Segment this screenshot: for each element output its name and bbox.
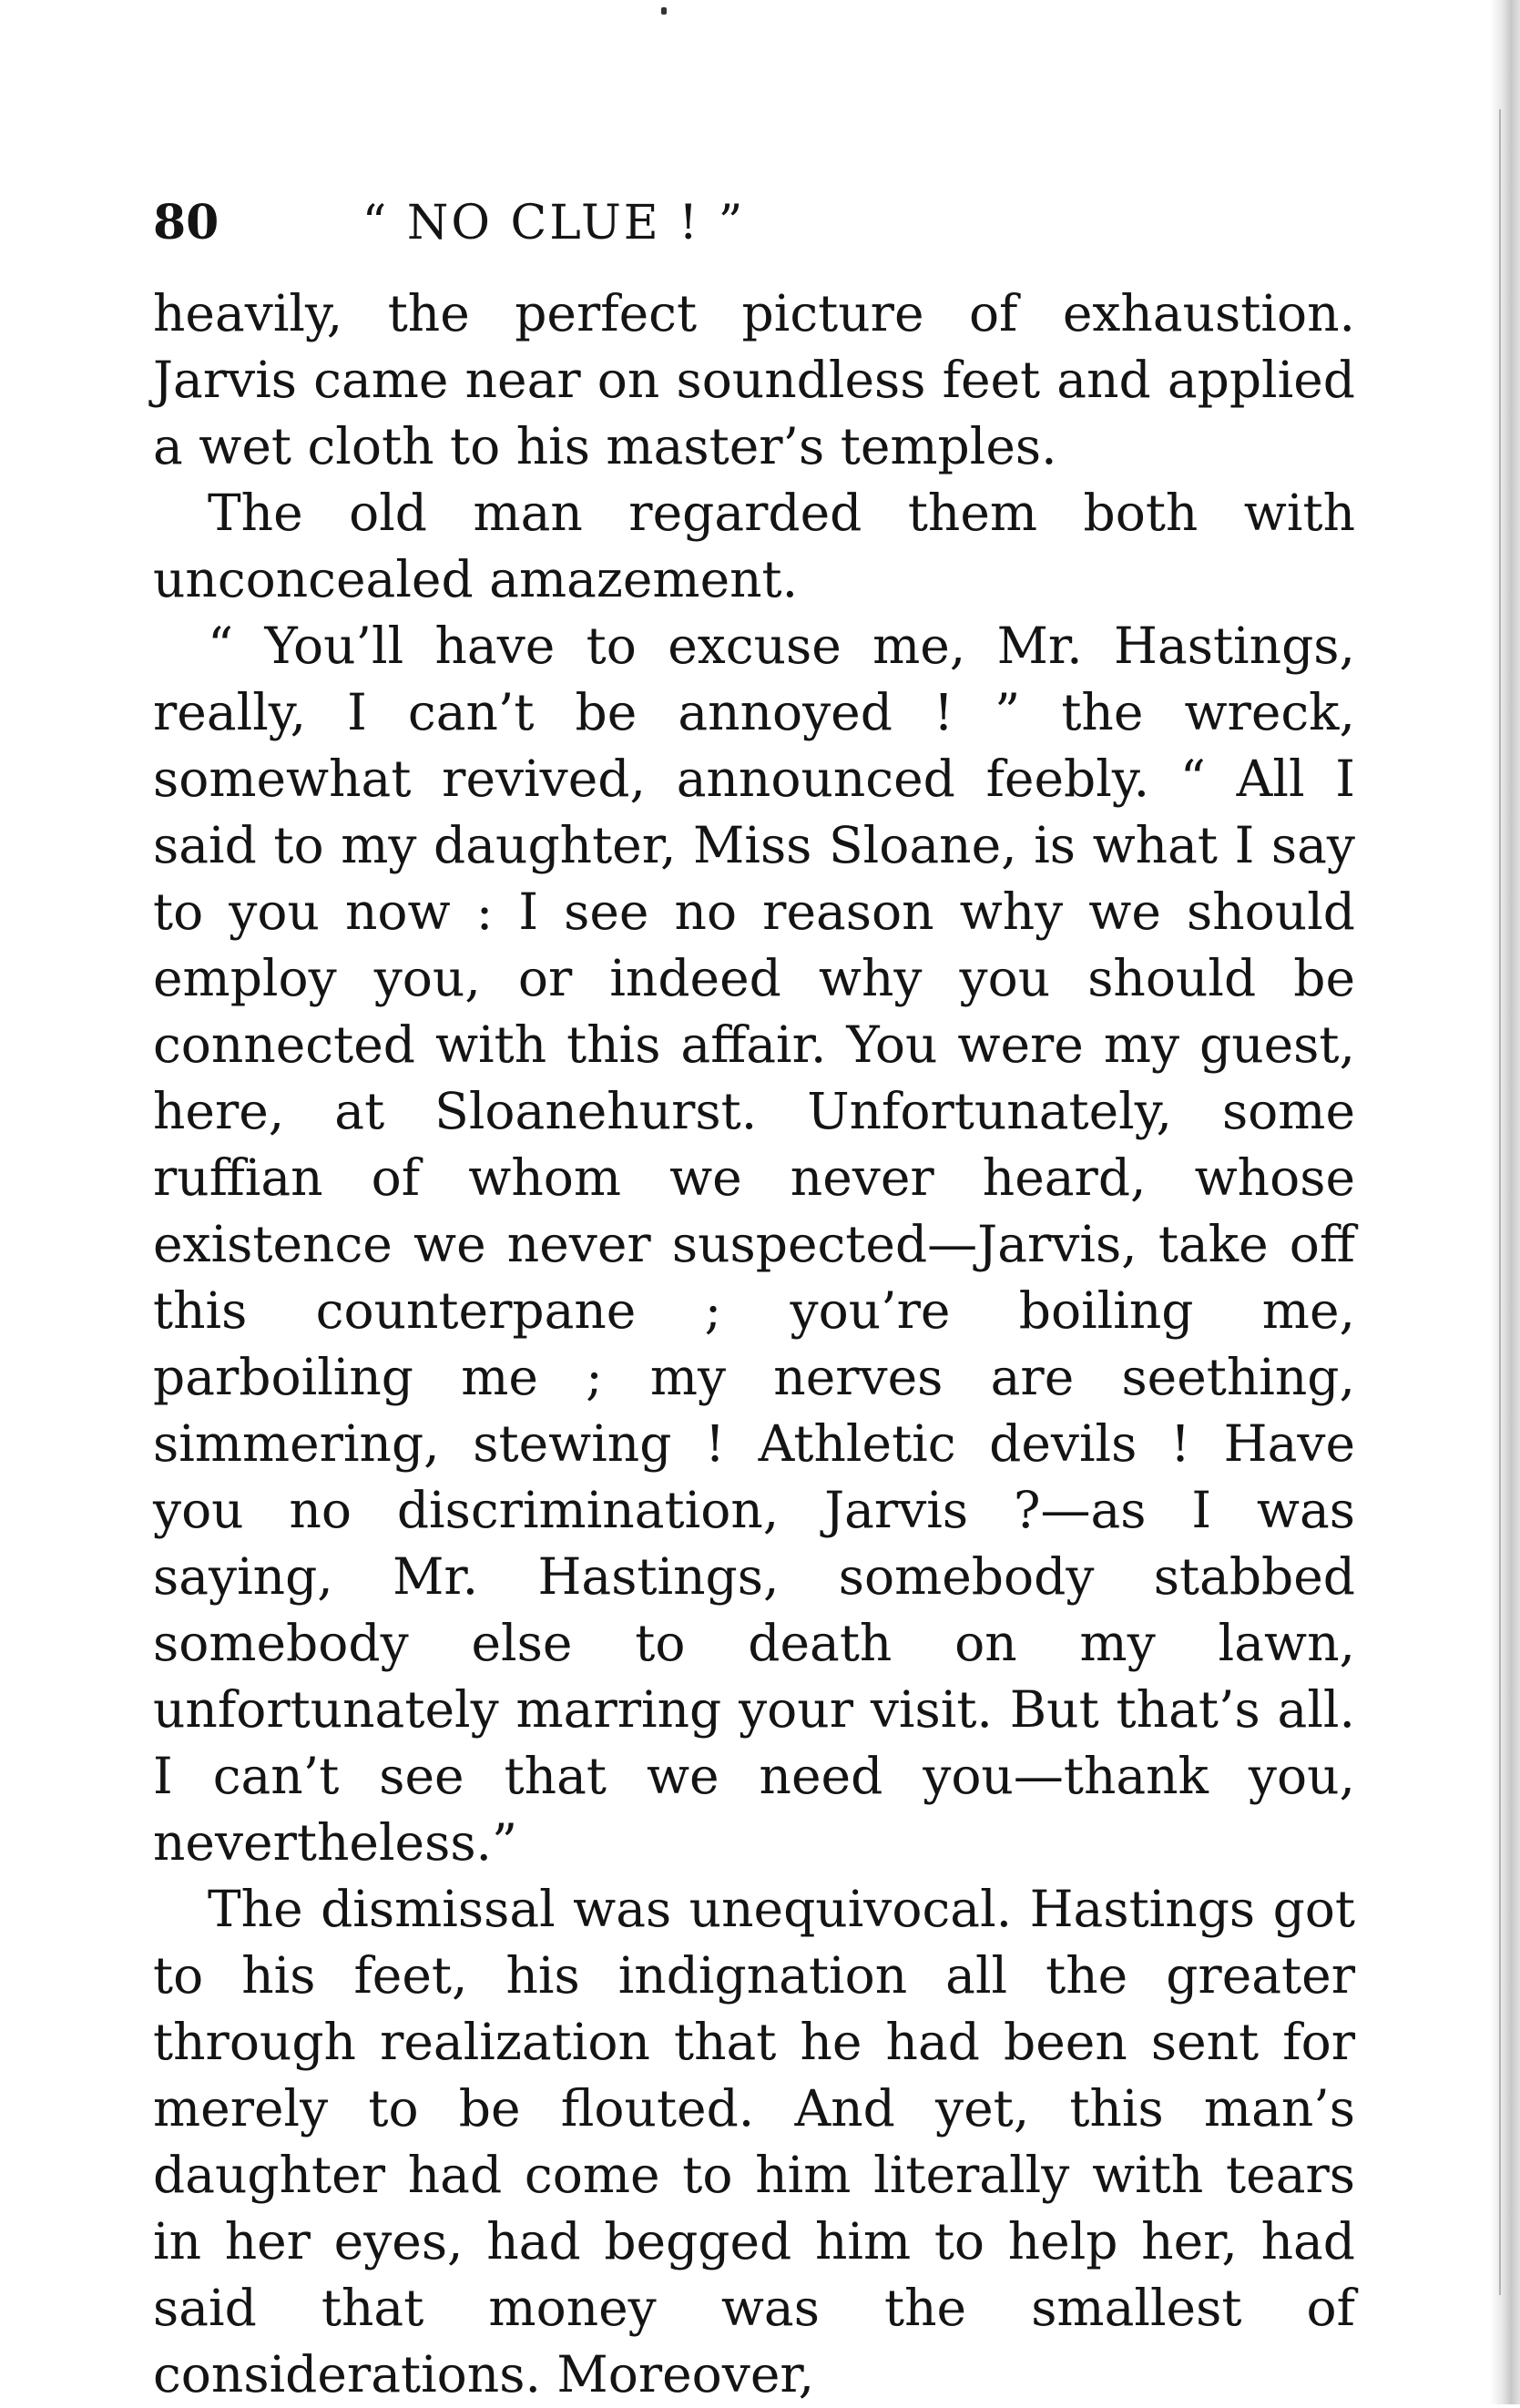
page-edge-shadow bbox=[1490, 0, 1520, 2404]
body-text bbox=[153, 281, 1355, 2408]
page-number: 80 bbox=[153, 195, 219, 250]
page-edge-line bbox=[1499, 109, 1501, 2295]
paragraph-3: “ You’ll have to excuse me, Mr. Hastings, really, I can’t be annoyed ! ” the wreck, somewhat revived, announced feebly. “ All I said to my daughter, Miss Sloane, is what I say to you now : I see no reason why we should employ you, or indeed why you should be connected with this affair. You were my guest, here, at Sloanehurst. Unfortunately, some ruffian of whom we never heard, whose existence we never suspected—Jarvis, take off this counterpane ; you’re boiling me, parboiling me ; my nerves are seething, simmering, stewing ! Athletic devils ! Have you no discrimination, Jarvis ?—as I was saying, Mr. Hastings, somebody stabbed somebody else to death on my lawn, unfortunately marring your visit. But that’s all. I can’t see that we need you—thank you, nevertheless.” bbox=[153, 617, 1355, 1872]
paragraph-1: heavily, the perfect picture of exhaustion. Jarvis came near on soundless feet and applied a wet cloth to his master’s temples. bbox=[153, 284, 1355, 475]
paragraph-2: The old man regarded them both with unconcealed amazement. bbox=[153, 484, 1355, 608]
print-speck bbox=[661, 7, 667, 15]
paragraph-4: The dismissal was unequivocal. Hastings got to his feet, his indignation all the greater through realization that he had been sent for merely to be flouted. And yet, this man’s daughter had come to him literally with tears in her eyes, had begged him to help her, had said that money was the smallest of considerations. Moreover, bbox=[153, 1880, 1355, 2403]
running-head: “ NO CLUE ! ” bbox=[362, 196, 746, 250]
page-header bbox=[153, 191, 1355, 255]
